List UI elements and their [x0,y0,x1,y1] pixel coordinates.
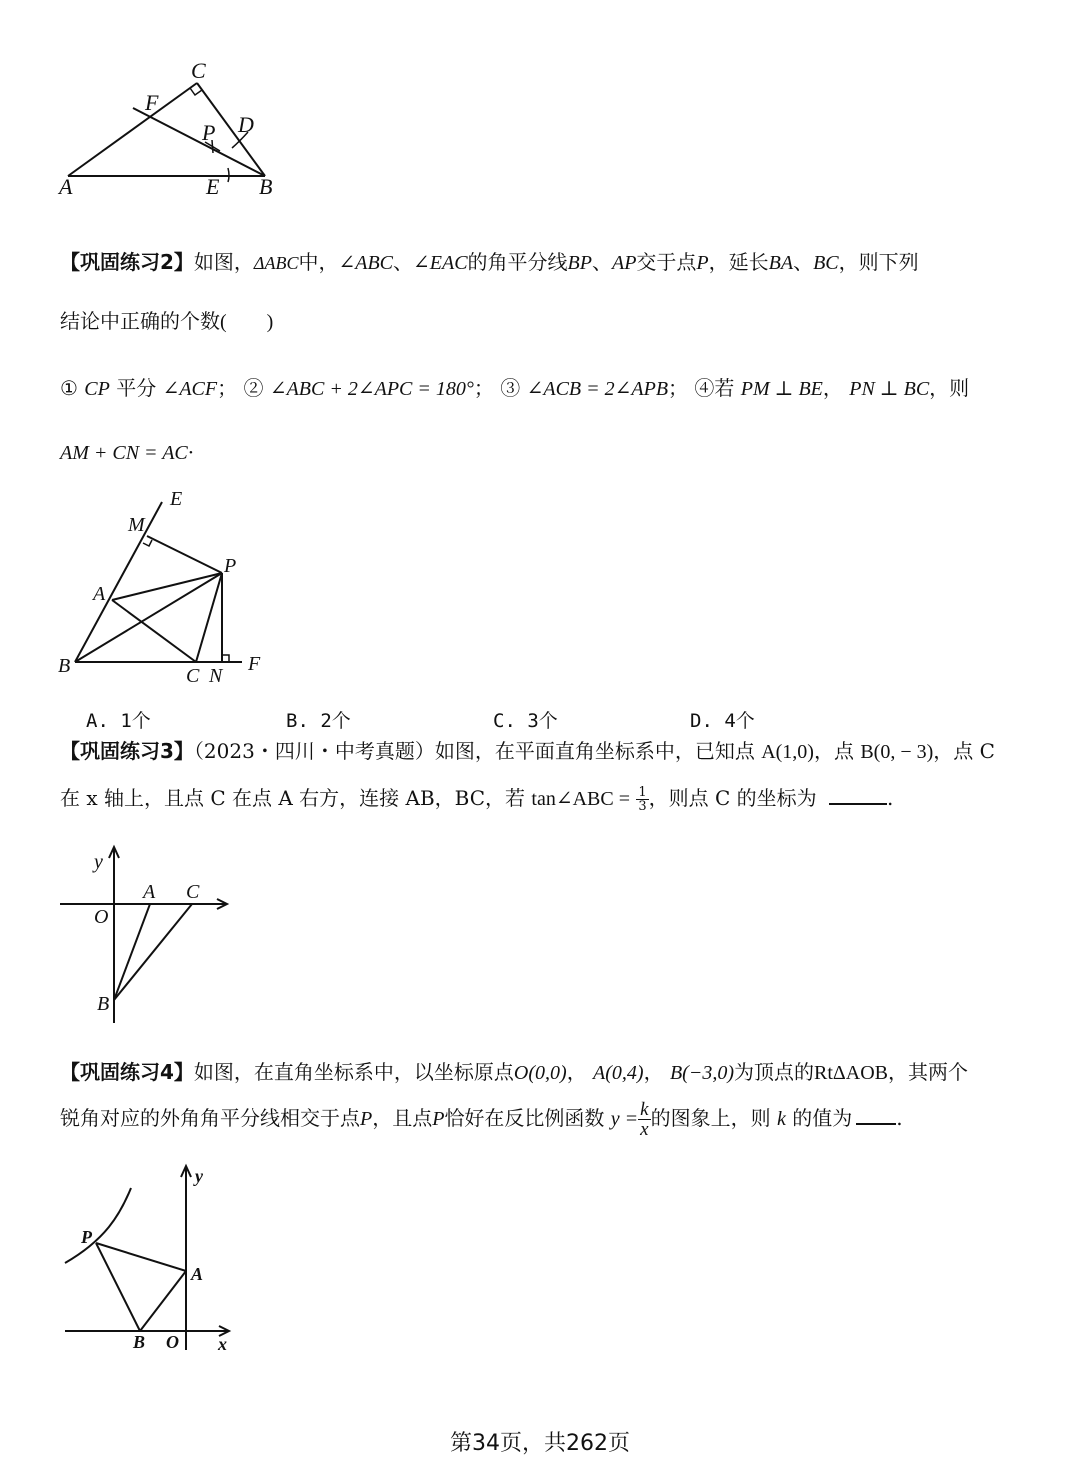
text: 如图，在直角坐标系中，以坐标原点 [193,1060,514,1084]
math: ∠EAC [413,252,468,274]
option-b[interactable]: B. 2个 [286,710,351,732]
answer-blank[interactable] [829,803,887,805]
text: （2023・四川・中考真题）如图，在平面直角坐标系中，已知点 [193,739,755,763]
math: P [696,252,709,274]
text: ，则下列 [838,250,919,274]
math: BA [768,252,794,274]
text: 的图象上，则 [650,1106,771,1130]
math: P [432,1108,445,1130]
fig2-label-c: C [186,665,200,687]
text: ，点 C [933,739,995,763]
text: ，延长 [708,250,769,274]
text: ， [822,376,843,400]
text: 、 [393,250,414,274]
ex4-line-1 [60,1056,1022,1085]
fig2-label-f: F [248,653,261,675]
fig4-label-y: y [195,1166,203,1186]
text: ，点 [813,739,854,763]
text: ， [566,1060,587,1084]
fig2-label-p: P [224,555,237,577]
page-footer: 第34页，共262页 [450,1431,630,1456]
math: BC [813,252,839,274]
math: k [776,1108,786,1130]
option-d[interactable]: D. 4个 [690,710,755,732]
fig4-label-p: P [81,1227,92,1247]
text: 、 [793,250,814,274]
denominator: x [640,1119,649,1140]
math: B(−3,0) [669,1062,734,1084]
text: ，则点 C 的坐标为 [648,786,817,810]
math: ΔABC [253,253,299,273]
fig2-label-n: N [209,665,223,687]
ex2-line-3 [60,372,1022,401]
fig2-label-m: M [128,514,145,536]
fig3-label-o: O [94,906,109,928]
fig4-label-o: O [166,1332,179,1352]
text: 如图， [193,250,254,274]
math: BP [567,252,592,274]
math: A(1,0) [761,741,814,763]
text: 恰好在反比例函数 [444,1106,605,1130]
text: 平分 [116,376,157,400]
text: ， [643,1060,664,1084]
math: ∠ACB = 2∠APB [526,378,669,400]
math: y = [610,1108,639,1130]
fig2-label-b: B [58,655,71,677]
text: 结论中正确的个数 [60,309,220,333]
text: 锐角对应的外角角平分线相交于点 [60,1106,360,1130]
ex4-line-2 [60,1100,1022,1139]
math: ∠ABC + 2∠APC = 180° [269,378,474,400]
math: PM ⊥ BE [740,378,823,400]
ex2-line-1 [60,246,1022,275]
math: AM + CN = AC [60,442,188,464]
figure-4-hyperbola [55,1160,245,1360]
numerator: k [640,1099,649,1120]
ex2-tag: 【巩固练习2】 [60,250,194,274]
text: ； [217,376,238,400]
fig4-label-a: A [191,1264,204,1284]
math: tan∠ABC = [531,788,630,810]
fig2-label-e: E [170,488,183,510]
text: ，且点 [372,1106,433,1130]
fig2-label-a: A [93,583,106,605]
option-c[interactable]: C. 3个 [493,710,558,732]
math: ∠ABC [338,252,394,274]
fig1-label-f: F [145,90,159,115]
text: ② [243,376,264,400]
math: AP [611,252,637,274]
text: 、 [591,250,612,274]
answer-blank[interactable] [856,1123,896,1125]
fig4-label-b: B [133,1332,146,1352]
text: ③ [500,376,521,400]
ex2-line-4 [60,440,1022,465]
ex3-line-1 [60,735,1022,764]
text: ，其两个 [887,1060,968,1084]
fig1-label-e: E [206,174,220,199]
fraction [638,1100,650,1139]
fig3-label-c: C [186,881,200,903]
option-a[interactable]: A. 1个 [86,710,151,732]
ex3-line-2 [60,782,1022,813]
figure-2-bisector [50,485,275,690]
text: ④若 [694,376,735,400]
figure-3-axes [50,840,240,1030]
fig1-label-c: C [191,58,206,83]
text: ； [473,376,494,400]
figure-1-triangle [50,55,290,205]
numerator: 1 [638,785,647,800]
text: 的角平分线 [467,250,568,274]
math: P [360,1108,373,1130]
answer-paren: ( ) [220,311,274,333]
fig3-label-y: y [94,851,103,873]
math: B(0, − 3) [860,741,934,763]
text: 的值为 [792,1106,853,1130]
fig3-label-a: A [143,881,156,903]
text: . [887,786,894,810]
ex2-line-2 [60,305,1022,334]
ex3-tag: 【巩固练习3】 [60,739,194,763]
fig1-label-b: B [259,174,273,199]
text: ； [668,376,689,400]
text: ，则 [929,376,970,400]
math: O(0,0) [513,1062,567,1084]
text: 交于点 [636,250,697,274]
fig1-label-d: D [238,112,254,137]
math: PN ⊥ BC [849,378,930,400]
fig1-label-a: A [59,174,73,199]
fraction [636,786,648,813]
text: 在 x 轴上，且点 C 在点 A 右方，连接 AB，BC，若 [60,786,526,810]
text: 中， [298,250,339,274]
text: 为顶点的 [734,1060,814,1084]
text: . [896,1106,903,1130]
math: CP [84,378,110,400]
math: A(0,4) [593,1062,644,1084]
fig4-label-x: x [218,1334,227,1354]
fig3-label-b: B [97,993,110,1015]
text: · [187,440,195,464]
ex4-tag: 【巩固练习4】 [60,1060,194,1084]
text: ① [60,376,78,400]
math: RtΔAOB [814,1062,888,1084]
math: ∠ACF [162,378,218,400]
denominator: 3 [638,799,647,814]
fig1-label-p: P [202,120,216,145]
